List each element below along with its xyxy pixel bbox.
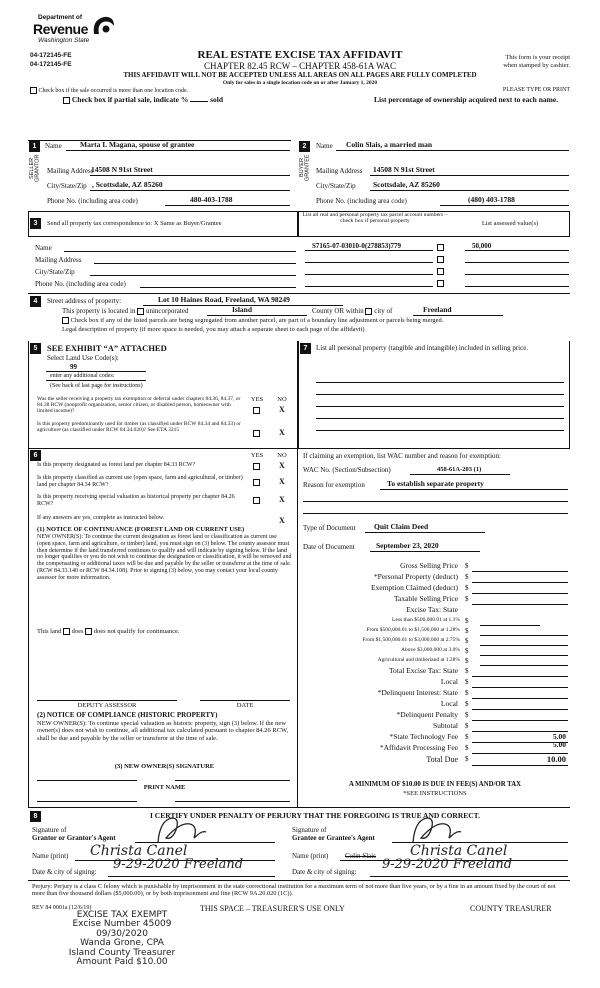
bracket-row	[300, 637, 570, 647]
wac-value: 458-61A-203 (1)	[437, 466, 482, 473]
sold-label: sold	[210, 95, 224, 104]
total-label: Total Due	[426, 755, 458, 764]
stamp-line-4: Wanda Grone, CPA	[80, 938, 164, 949]
bracket-sign: $	[465, 637, 469, 645]
value-line-2	[465, 262, 569, 263]
seller-addr-line	[90, 175, 290, 176]
qualify-row	[37, 628, 180, 635]
grantee-date-label: Date & city of signing:	[292, 868, 357, 876]
pp-line-1	[316, 382, 564, 383]
value-line-3	[465, 274, 569, 275]
grantee-name-label: Name (print)	[292, 852, 329, 860]
form-warning: THIS AFFIDAVIT WILL NOT BE ACCEPTED UNLESS ALL AREAS ON ALL PAGES ARE FULLY COMPLETED	[123, 71, 477, 79]
corr-phone-field[interactable]	[140, 287, 296, 288]
parcel-number: S7165-07-03010-0(278853)779	[312, 242, 402, 250]
tax-line	[472, 571, 568, 572]
total-line	[472, 698, 568, 699]
logo-mark-icon	[90, 14, 116, 38]
total-line	[472, 709, 568, 710]
tech-fee-value: 5.00	[552, 732, 566, 741]
doc-type-label: Type of Document	[303, 524, 356, 532]
s6-q4-mark: X	[279, 516, 285, 525]
receipt-note-2: when stamped by cashier.	[503, 62, 570, 69]
street-label: Street address of property:	[47, 297, 122, 305]
located-label: This property is located in	[62, 307, 136, 315]
total-sign: $	[465, 678, 469, 686]
s5-q2-yes-checkbox[interactable]	[253, 430, 260, 437]
tax-sign: $	[465, 562, 469, 570]
corr-name-field[interactable]	[64, 251, 296, 252]
total-due-value: 10.00	[546, 754, 566, 764]
s5-question-2: Is this property predominantly used for timber (as classified under RCW 84.34 and 84.33) or agriculture (as classified under RCW 84.34.020)? See ETA 3215	[37, 421, 241, 434]
check-multi-label: Check box if the sale occurred is more than one location code.	[38, 87, 189, 94]
s6-question-4: If any answers are yes, complete as instructed below.	[37, 515, 165, 521]
see-instructions-note: *SEE INSTRUCTIONS	[403, 790, 467, 797]
parcel-line-2	[305, 262, 433, 263]
logo-state: Washington State	[38, 37, 90, 44]
reason-label: Reason for exemption	[303, 481, 365, 489]
stamp-line-6: Amount Paid $10.00	[76, 957, 168, 968]
pp-line-2	[316, 394, 564, 395]
corr-addr-field[interactable]	[94, 263, 296, 264]
section-3-number: 3	[30, 218, 41, 229]
dor-logo	[30, 12, 125, 46]
reason-line	[380, 489, 568, 490]
total-sign: $	[465, 711, 469, 719]
personal-property-label: List all personal property (tangible and intangible) included in selling price.	[316, 344, 529, 352]
reason-line-2	[303, 501, 568, 502]
unincorporated-checkbox[interactable]	[137, 308, 144, 315]
s5-q2-no-mark: X	[279, 428, 285, 437]
s6-q2-no-mark: X	[279, 477, 285, 486]
additional-codes-label: enter any additional codes:	[50, 373, 115, 379]
buyer-name-line	[336, 150, 569, 151]
buyer-city-label: City/State/Zip	[316, 182, 356, 190]
personal-property-checkbox-2[interactable]	[437, 256, 444, 263]
seller-name-label: Name	[45, 142, 62, 150]
total-line	[472, 676, 568, 677]
buyer-name-label: Name	[316, 142, 333, 150]
certify-statement: I CERTIFY UNDER PENALTY OF PERJURY THAT THE FOREGOING IS TRUE AND CORRECT.	[149, 811, 480, 820]
print-name-label: PRINT NAME	[143, 784, 186, 791]
check-partial-row	[63, 96, 223, 105]
total-sign: $	[465, 744, 469, 752]
doc-date-label: Date of Document	[303, 543, 355, 551]
tax-label: Excise Tax: State	[406, 605, 458, 614]
grantee-signature-icon	[405, 812, 465, 848]
section-4-number: 4	[30, 296, 41, 307]
bracket-label: From $500,000.01 to $1,500,000 at 1.28%	[366, 627, 460, 633]
partial-percent-field[interactable]	[190, 101, 208, 102]
check-multi-row	[30, 87, 188, 95]
buyer-addr: 14508 N 91st Street	[373, 165, 435, 174]
bracket-line	[480, 665, 568, 666]
doc-type-value: Quit Claim Deed	[374, 522, 429, 531]
segregated-checkbox[interactable]	[62, 317, 69, 324]
buyer-phone-line	[440, 205, 569, 206]
stamp-line-5: Island County Treasurer	[68, 947, 176, 958]
additional-line	[46, 380, 146, 381]
corr-phone-label: Phone No. (including area code)	[35, 280, 126, 288]
total-sign: $	[465, 722, 469, 730]
county-treasurer-label: COUNTY TREASURER	[470, 904, 552, 913]
s6-q1-no-mark: X	[279, 461, 285, 470]
s5-question-1: Was the seller receiving a property tax exemption or deferral under chapters 84.36, 84.37, or 84.38 RCW (nonprofit organization, senior citizen, or disabled person, homeowner with limited income)?	[37, 396, 241, 415]
buyer-name: Colin Slais, a married man	[346, 140, 433, 149]
bracket-label: Above $3,000,000 at 3.0%	[401, 647, 460, 653]
doc-type-line	[365, 532, 485, 533]
bracket-label: Less than $500,000.01 at 1.1%	[392, 617, 460, 623]
logo-dept: Department of	[38, 14, 83, 21]
perjury-statement: Perjury: Perjury is a class C felony which is punishable by imprisonment in the state correctional institution for a maximum term of not more than five years, or by a fine in an amount fixed by the court of not more than five thousand dollars ($5,000.00), or by both imprisonment and fine (RCW 9A.20.020 (1C)).	[32, 883, 556, 898]
receipt-note-1: This form is your receipt	[505, 54, 570, 61]
s6-q3-no-mark: X	[279, 495, 285, 504]
seller-addr-label: Mailing Address	[47, 167, 94, 175]
treasurer-space-label: THIS SPACE – TREASURER'S USE ONLY	[200, 904, 345, 913]
grantor-agent-label: Grantor or Grantor's Agent	[32, 834, 116, 842]
land-use-label: Select Land Use Code(s):	[47, 354, 119, 362]
parcel-line-3	[305, 274, 433, 275]
bracket-line	[480, 625, 540, 626]
form-title: REAL ESTATE EXCISE TAX AFFIDAVIT	[197, 49, 403, 61]
total-sign: $	[465, 700, 469, 708]
county-line	[207, 315, 307, 316]
grantee-printed-name: Christa Canel	[410, 843, 508, 859]
uninc-label: unincorporated	[145, 307, 189, 315]
sig-line-2	[175, 780, 290, 781]
grantor-date-city: 9-29-2020 Freeland	[113, 857, 244, 872]
wac-line	[410, 474, 510, 475]
s6-q1-yes-checkbox[interactable]	[253, 463, 260, 470]
tax-line	[472, 582, 568, 583]
buyer-addr-label: Mailing Address	[316, 167, 363, 175]
personal-property-checkbox-3[interactable]	[437, 268, 444, 275]
street-value: Lot 10 Haines Road, Freeland, WA 98249	[158, 295, 290, 304]
grantee-date-city: 9-29-2020 Freeland	[382, 857, 513, 872]
grantor-sig-label: Signature of	[32, 826, 67, 834]
buyer-city: Scottsdale, AZ 85260	[373, 180, 440, 189]
total-row	[300, 740, 570, 755]
notice1-body: NEW OWNER(S): To continue the current designation as forest land or classification as current use (open space, farm and agriculture, or timber) land, you must sign on (3) below. The county assessor must then determine if the land transferred continues to qualify and will indicate by signing below. If the land no longer qualifies or you do not wish to continue the designation or classification, it will be removed and the compensating or additional taxes will be due and payable by the seller or transferor at the time of sale. (RCW 84.33.140 or RCW 84.34.108). Prior to signing (3) below, you may contact your local county assessor for more information.	[37, 534, 292, 581]
not-qualify-label: does not qualify for continuance.	[93, 628, 180, 635]
county-or-label: County OR within	[312, 307, 364, 315]
total-row	[300, 667, 570, 678]
personal-property-checkbox-1[interactable]	[437, 244, 444, 251]
ownership-note: List percentage of ownership acquired next to each name.	[374, 95, 559, 104]
bracket-label: From $1,500,000.01 to $3,000,000 at 2.75%	[362, 637, 460, 643]
file-id-1: 04-172145-FE	[30, 52, 72, 59]
logo-brand: Revenue	[33, 21, 88, 37]
bracket-row	[300, 647, 570, 657]
segregated-label: Check box if any of the listed parcels are being segregated from another parcel, are part of a boundary line adjustment or parcels being merged.	[70, 317, 444, 324]
section-8-top-line	[28, 807, 570, 808]
perjury-top-line	[28, 880, 570, 881]
pp-line-5	[316, 430, 564, 431]
s6-question-2: Is this property classified as current use (open space, farm and agricultural, or timber) land per chapter 84.34 RCW?	[37, 475, 243, 488]
s5-q1-no-mark: X	[279, 405, 285, 414]
processing-fee-value: 5.00	[552, 740, 566, 749]
grantor-date-line	[108, 876, 275, 877]
located-row	[62, 307, 188, 315]
parcel-header-text: List all real and personal property tax parcel account numbers – check box if personal property	[302, 212, 448, 225]
total-line	[472, 765, 568, 766]
seller-phone: 480-403-1788	[190, 195, 233, 204]
tax-label: Gross Selling Price	[400, 561, 458, 570]
parcel-line-4	[305, 286, 433, 287]
tax-sign: $	[465, 595, 469, 603]
total-sign: $	[465, 667, 469, 675]
notice2-body: NEW OWNER(S): To continue special valuation as historic property, sign (3) below. If the new owner(s) does not wish to continue, all additional tax calculated pursuant to chapter 84.26 RCW, shall be due and payable by the seller or transferor at the time of sale.	[37, 720, 289, 742]
total-sign: $	[465, 733, 469, 741]
s5-yes-header: YES	[250, 396, 264, 403]
city-of-label: city of	[374, 307, 393, 315]
section-2-number: 2	[299, 141, 310, 152]
seller-side-label: SELLER GRANTOR	[29, 154, 41, 182]
personal-property-checkbox-4[interactable]	[437, 280, 444, 287]
total-row	[300, 689, 570, 700]
tax-line	[472, 604, 568, 605]
exhibit-note: SEE EXHIBIT “A” ATTACHED	[47, 343, 167, 353]
grantor-signature-icon	[150, 812, 210, 848]
section-1-number: 1	[29, 141, 40, 152]
seller-phone-line	[165, 205, 290, 206]
doc-date-line	[370, 551, 480, 552]
reason-line-3	[303, 513, 568, 514]
tax-label: Taxable Selling Price	[393, 594, 458, 603]
notice1-title: (1) NOTICE OF CONTINUANCE (FOREST LAND OR CURRENT USE)	[37, 526, 245, 533]
partial-sale-checkbox[interactable]	[63, 97, 70, 104]
grantee-date-line	[370, 876, 568, 877]
s6-question-3: Is this property receiving special valuation as historical property per chapter 84.26 RCW?	[37, 494, 235, 507]
buyer-addr-line	[370, 175, 569, 176]
grantee-sig-label: Signature of	[292, 826, 327, 834]
value-line-4	[465, 286, 569, 287]
total-label: *Affidavit Processing Fee	[379, 743, 458, 752]
doc-date-value: September 23, 2020	[376, 541, 439, 550]
new-owner-signature-label: (3) NEW OWNER(S) SIGNATURE	[114, 763, 215, 770]
stamp-line-1: EXCISE TAX EXEMPT	[76, 910, 168, 920]
deputy-assessor-label: DEPUTY ASSESSOR	[77, 702, 137, 709]
city-value: Freeland	[423, 305, 452, 314]
bracket-sign: $	[465, 647, 469, 655]
form-note: Only for sales in a single location code on or after January 1, 2020	[222, 80, 378, 86]
corr-city-label: City/State/Zip	[35, 268, 75, 276]
does-qualify-checkbox[interactable]	[63, 628, 70, 635]
multi-location-checkbox[interactable]	[30, 87, 37, 94]
total-line	[472, 687, 568, 688]
see-back-note: (See back of last page for instructions)	[50, 383, 143, 389]
assessed-value: 50,000	[472, 242, 492, 250]
section-4-top-line	[28, 293, 570, 294]
notice2-title: (2) NOTICE OF COMPLIANCE (HISTORIC PROPERTY)	[37, 711, 218, 719]
seller-name-line	[66, 150, 290, 151]
buyer-phone-label: Phone No. (including area code)	[316, 197, 407, 205]
print-note: PLEASE TYPE OR PRINT	[502, 87, 570, 93]
county-or-row	[312, 307, 392, 315]
does-label: does	[71, 628, 84, 635]
section-6-number: 6	[30, 450, 41, 461]
s6-no-header: NO	[277, 452, 287, 459]
total-label: *Delinquent Interest: State	[377, 688, 458, 697]
tax-sign: $	[465, 584, 469, 592]
tax-table	[300, 562, 570, 767]
bracket-sign: $	[465, 617, 469, 625]
buyer-city-line	[370, 190, 569, 191]
pp-line-4	[316, 418, 564, 419]
legal-label: Legal description of property (if more space is needed, you may attach a separate sheet to each page of the affidavit)	[62, 326, 365, 333]
pp-line-3	[316, 406, 564, 407]
form-subtitle: CHAPTER 82.45 RCW – CHAPTER 458-61A WAC	[204, 61, 396, 71]
total-label: Local	[440, 699, 458, 708]
bracket-sign: $	[465, 627, 469, 635]
tax-label: Exemption Claimed (deduct)	[370, 583, 458, 592]
tax-row	[300, 606, 570, 617]
form-revision: REV 84 0001a (12/6/19)	[32, 905, 92, 911]
buyer-phone: (480) 403-1788	[468, 195, 515, 204]
city-checkbox[interactable]	[365, 308, 372, 315]
partial-label: Check box if partial sale, indicate %	[71, 95, 189, 104]
buyer-side-label: BUYER GRANTEE	[299, 154, 311, 182]
total-label: Total Excise Tax: State	[388, 666, 458, 675]
seller-name: Marta I. Magana, spouse of grantee	[80, 140, 195, 149]
sig-line-1	[37, 780, 137, 781]
total-sign: $	[465, 689, 469, 697]
bracket-line	[480, 655, 568, 656]
grantor-date-label: Date & city of signing:	[32, 868, 97, 876]
grantee-name-struck: Colin Slais	[345, 852, 376, 860]
this-land-label: This land	[37, 628, 62, 635]
total-label: Local	[440, 677, 458, 686]
s6-q2-yes-checkbox[interactable]	[253, 479, 260, 486]
section-7-box	[298, 341, 570, 449]
s5-no-header: NO	[277, 396, 287, 403]
parcel-line-1	[305, 250, 433, 251]
tax-sign: $	[465, 573, 469, 581]
s6-q3-yes-checkbox[interactable]	[253, 497, 260, 504]
tax-line	[472, 593, 568, 594]
stamp-line-2: Excise Number 45009	[72, 919, 172, 930]
value-header-text: List assessed value(s)	[481, 220, 539, 227]
seller-addr: 14508 N 91st Street	[91, 165, 153, 174]
bracket-row	[300, 627, 570, 637]
bracket-label: Agricultural and timberland at 1.28%	[377, 657, 460, 663]
tax-label: *Personal Property (deduct)	[373, 572, 458, 581]
section-7-number: 7	[300, 343, 311, 354]
bracket-row	[300, 617, 570, 627]
seller-city-label: City/State/Zip	[47, 182, 87, 190]
corr-name-label: Name	[35, 244, 52, 252]
county-value: Island	[232, 305, 253, 314]
seller-phone-label: Phone No. (including area code)	[47, 197, 138, 205]
bracket-line	[480, 645, 568, 646]
total-line	[472, 720, 568, 721]
wac-label: WAC No. (Section/Subsection)	[303, 466, 391, 474]
total-label: *State Technology Fee	[389, 732, 458, 741]
print-line-1	[37, 801, 137, 802]
segregated-row	[62, 317, 443, 324]
does-not-qualify-checkbox[interactable]	[85, 628, 92, 635]
stamp-line-3: 09/30/2020	[96, 928, 148, 939]
section-5-number: 5	[30, 343, 41, 354]
grantee-agent-label: Grantee or Grantee's Agent	[292, 834, 375, 842]
date-line	[200, 700, 290, 701]
seller-city-line	[90, 190, 290, 191]
file-id-2: 04-172145-FE	[30, 61, 72, 68]
minimum-due-note: A MINIMUM OF $10.00 IS DUE IN FEE(S) AND/OR TAX	[348, 781, 522, 788]
section-3-label: Send all property tax correspondence to: X Same as Buyer/Grantee	[47, 220, 222, 227]
grantor-printed-name: Christa Canel	[90, 843, 188, 859]
print-line-2	[175, 801, 290, 802]
reason-value: To establish separate property	[387, 479, 484, 488]
s5-q1-yes-checkbox[interactable]	[253, 407, 260, 414]
total-sign: $	[465, 755, 469, 763]
s6-question-1: Is this property designated as forest land per chapter 84.33 RCW?	[37, 462, 196, 468]
total-row	[300, 755, 570, 767]
city-line	[413, 315, 503, 316]
section-8-number: 8	[30, 811, 41, 822]
assessor-date-label: DATE	[236, 702, 254, 709]
exempt-stamp	[62, 911, 182, 968]
s6-yes-header: YES	[250, 452, 264, 459]
total-label: *Delinquent Penalty	[396, 710, 458, 719]
total-label: Subtotal	[432, 721, 458, 730]
land-use-line	[46, 371, 146, 372]
corr-addr-label: Mailing Address	[35, 256, 82, 264]
exemption-claim-label: If claiming an exemption, list WAC number and reason for exemption:	[303, 452, 501, 460]
deputy-line	[37, 700, 177, 701]
bracket-sign: $	[465, 657, 469, 665]
bracket-line	[480, 635, 568, 636]
grantor-name-label: Name (print)	[32, 852, 69, 860]
seller-city: , Scottsdale, AZ 85260	[92, 180, 163, 189]
land-use-code: 99	[70, 363, 77, 371]
corr-city-field[interactable]	[90, 275, 296, 276]
value-line-1	[465, 250, 569, 251]
